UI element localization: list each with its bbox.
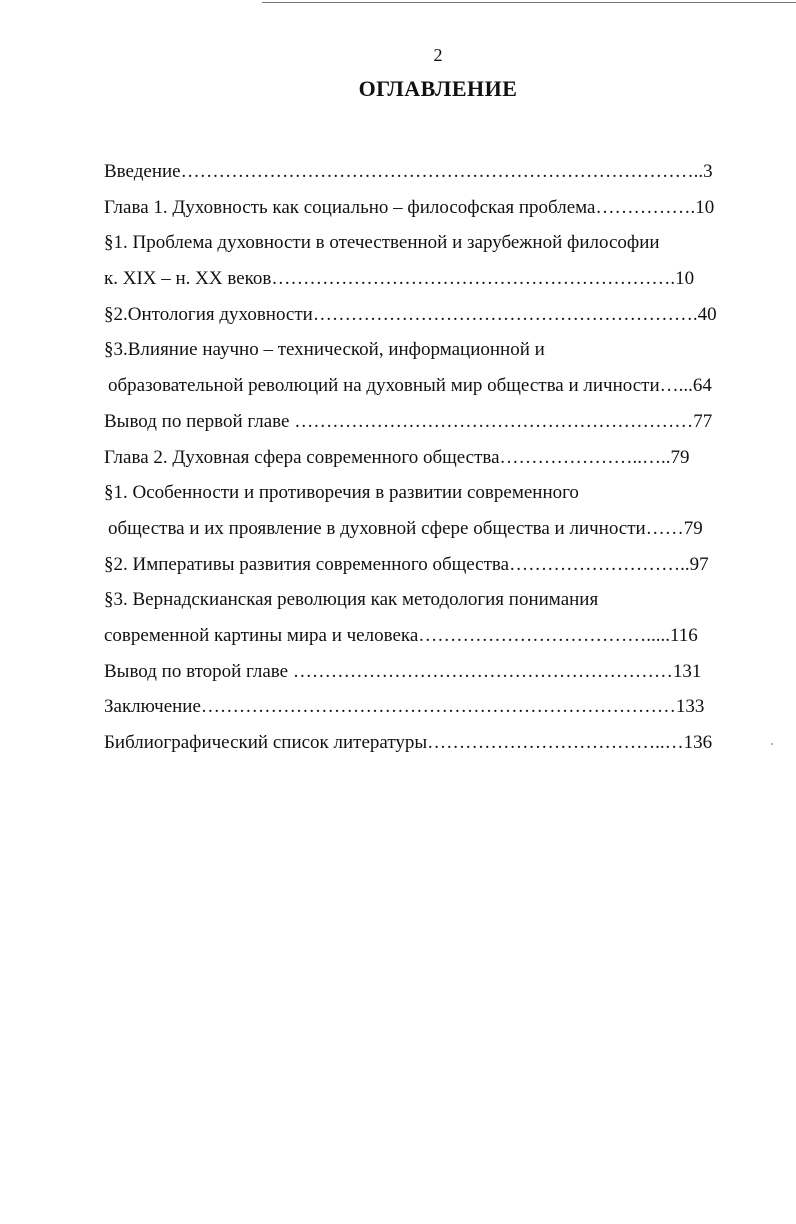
toc-entry-chapter-1: Глава 1. Духовность как социально – философская проблема…………….10 [104,196,715,218]
toc-entry-ch1-section-2: §2.Онтология духовности…………………………………………………….40 [104,303,717,325]
toc-entry-chapter-2-conclusion: Вывод по второй главе ……………………………………………………131 [104,660,702,682]
toc-entry-ch1-section-1: §1. Проблема духовности в отечественной и зарубежной философии [104,232,660,254]
toc-entry-ch1-section-3-cont: образовательной революций на духовный мир общества и личности…...64 [108,375,712,397]
toc-entry-ch1-section-3: §3.Влияние научно – технической, информационной и [104,339,545,361]
toc-entry-introduction: Введение………………………………………………………………………..3 [104,161,713,182]
toc-entry-conclusion: Заключение…………………………………………………………………133 [104,696,705,718]
toc-entry-ch2-section-3: §3. Вернадскианская революция как методология понимания [104,589,599,611]
toc-entry-ch2-section-3-cont: современной картины мира и человека……………………………….....116 [104,624,698,646]
scan-speck [771,743,773,745]
toc-entry-ch1-section-1-cont: к. XIX – н. XX веков……………………………………………………….10 [104,268,695,290]
page-title: ОГЛАВЛЕНИЕ [358,76,518,101]
toc-entry-chapter-1-conclusion: Вывод по первой главе ………………………………………………………77 [104,410,713,432]
top-border-line [262,2,796,3]
toc-entry-ch2-section-1: §1. Особенности и противоречия в развитии современного [104,482,579,504]
toc-entry-ch2-section-2: §2. Императивы развития современного общества………………………..97 [104,553,709,575]
toc-entry-bibliography: Библиографический список литературы………………………………..…136 [104,732,713,753]
toc-entry-chapter-2: Глава 2. Духовная сфера современного общества…………………..…..79 [104,446,690,468]
table-of-contents [104,158,744,765]
page-number: 2 [433,45,443,65]
toc-entry-ch2-section-1-cont: общества и их проявление в духовной сфере общества и личности……79 [108,517,703,539]
